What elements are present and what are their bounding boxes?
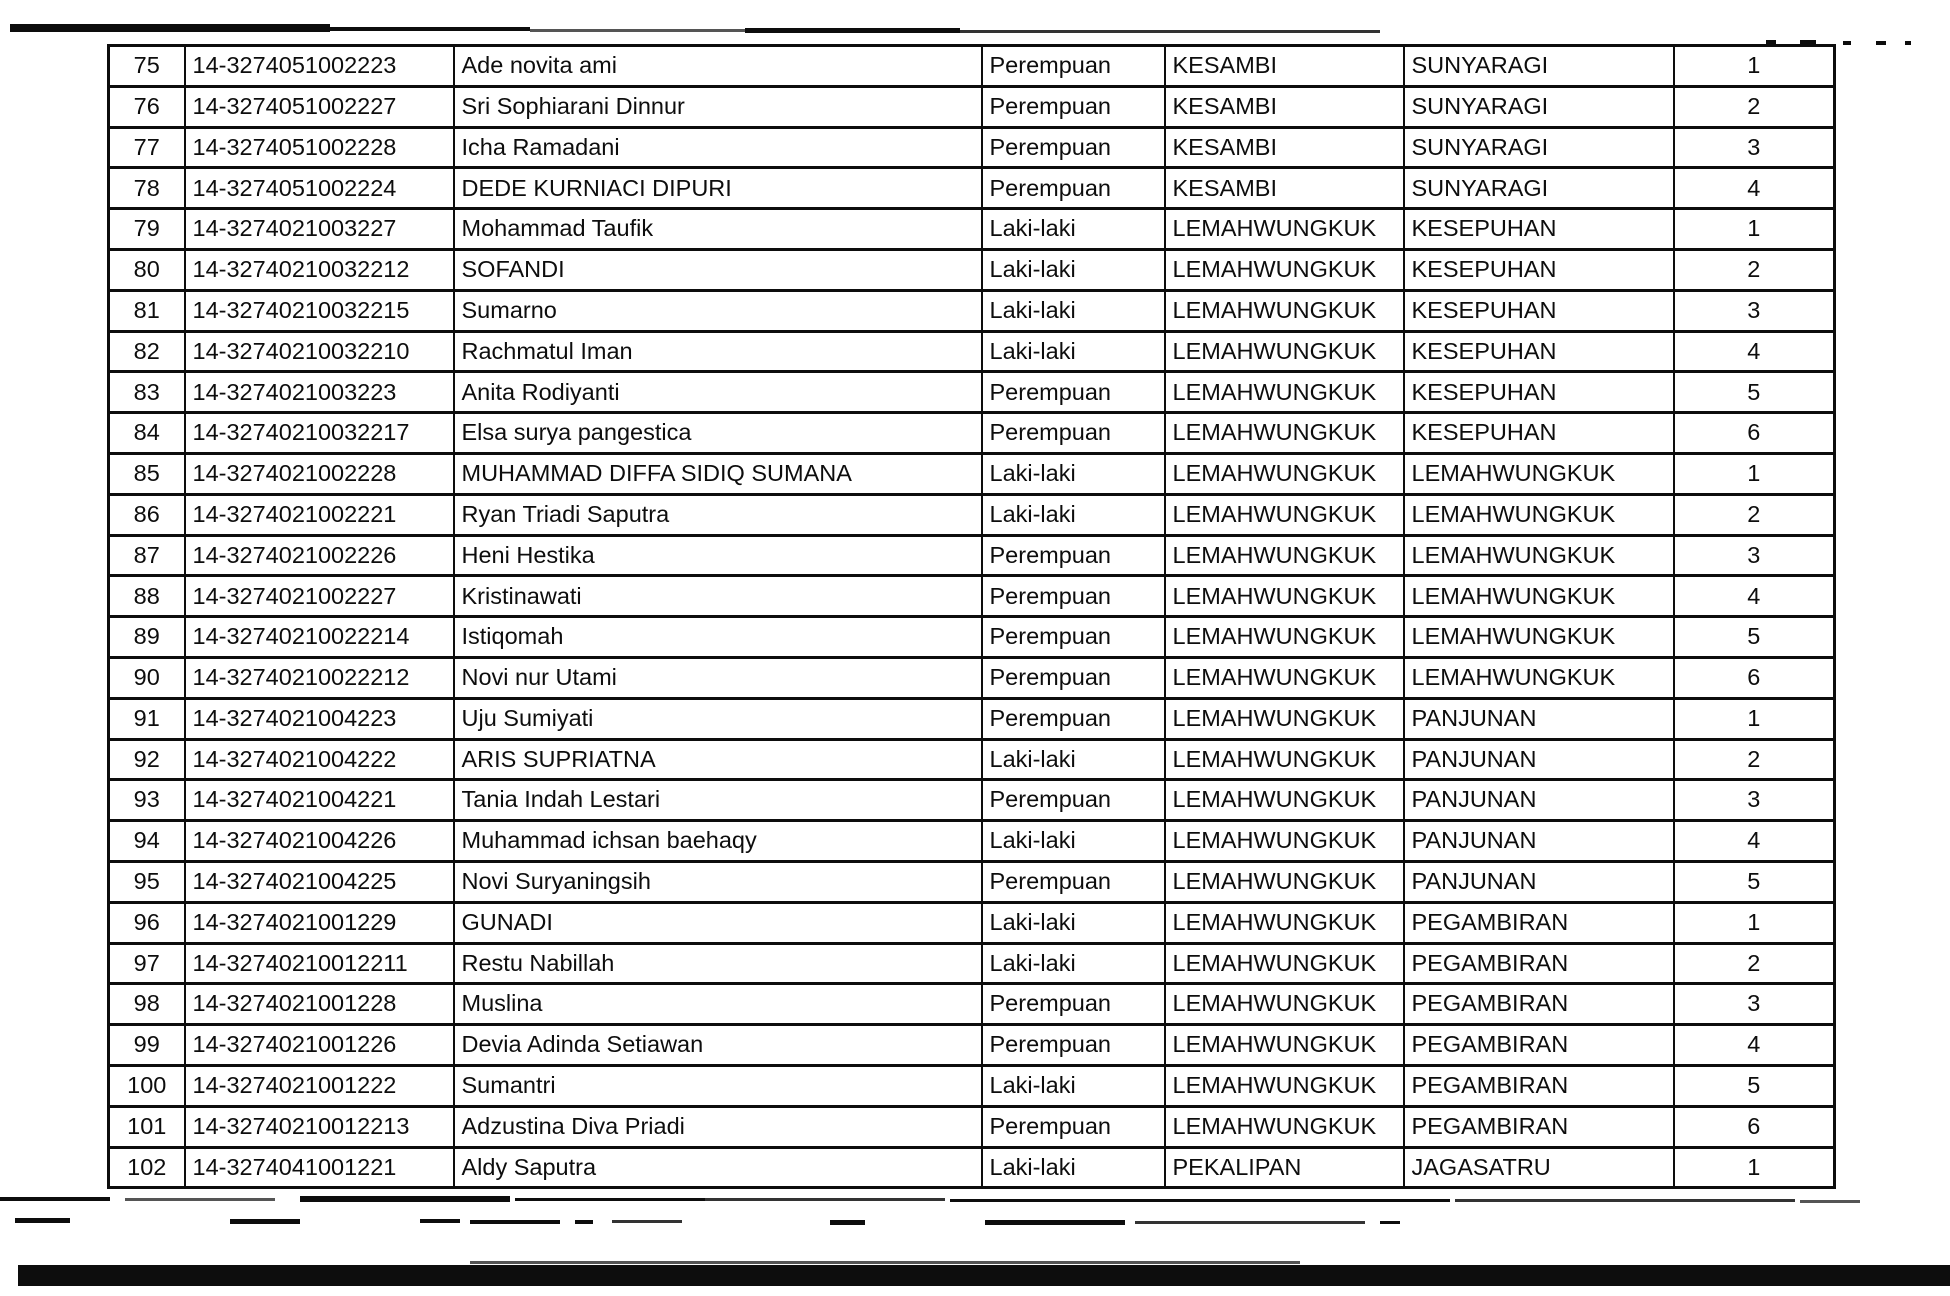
participant-id-cell: 14-32740210032217 [185, 413, 454, 454]
table-row [109, 290, 1835, 331]
subdistrict-cell: LEMAHWUNGKUK [1404, 657, 1674, 698]
name-cell: Muhammad ichsan baehaqy [454, 821, 982, 862]
gender-cell: Laki-laki [982, 902, 1165, 943]
name-cell: Anita Rodiyanti [454, 372, 982, 413]
group-sequence-cell: 2 [1674, 739, 1835, 780]
name-cell: Mohammad Taufik [454, 209, 982, 250]
row-number-cell: 94 [109, 821, 185, 862]
district-cell: LEMAHWUNGKUK [1165, 780, 1404, 821]
gender-cell: Perempuan [982, 780, 1165, 821]
scan-noise-top [1876, 41, 1886, 45]
roster-table-body [109, 46, 1835, 1188]
gender-cell: Perempuan [982, 576, 1165, 617]
gender-cell: Perempuan [982, 372, 1165, 413]
scan-noise-bottom-line [1800, 1200, 1860, 1203]
scan-noise-dash [1135, 1221, 1365, 1224]
group-sequence-cell: 2 [1674, 943, 1835, 984]
gender-cell: Perempuan [982, 1025, 1165, 1066]
participant-id-cell: 14-3274021004226 [185, 821, 454, 862]
subdistrict-cell: KESEPUHAN [1404, 209, 1674, 250]
participant-id-cell: 14-3274021003227 [185, 209, 454, 250]
scan-noise-top [1905, 41, 1911, 45]
gender-cell: Perempuan [982, 861, 1165, 902]
participant-id-cell: 14-3274021001229 [185, 902, 454, 943]
group-sequence-cell: 2 [1674, 494, 1835, 535]
district-cell: LEMAHWUNGKUK [1165, 209, 1404, 250]
scan-noise-dash [470, 1220, 560, 1224]
gender-cell: Perempuan [982, 617, 1165, 658]
row-number-cell: 97 [109, 943, 185, 984]
district-cell: LEMAHWUNGKUK [1165, 984, 1404, 1025]
district-cell: LEMAHWUNGKUK [1165, 861, 1404, 902]
subdistrict-cell: PANJUNAN [1404, 861, 1674, 902]
table-row [109, 453, 1835, 494]
gender-cell: Perempuan [982, 1106, 1165, 1147]
participant-id-cell: 14-3274021002228 [185, 453, 454, 494]
table-row [109, 1106, 1835, 1147]
scan-noise-dash [15, 1218, 70, 1223]
subdistrict-cell: PEGAMBIRAN [1404, 984, 1674, 1025]
name-cell: Aldy Saputra [454, 1147, 982, 1188]
row-number-cell: 79 [109, 209, 185, 250]
row-number-cell: 89 [109, 617, 185, 658]
scan-noise-bottom-line [0, 1197, 110, 1201]
gender-cell: Perempuan [982, 413, 1165, 454]
name-cell: Kristinawati [454, 576, 982, 617]
scan-noise-top [960, 30, 1380, 33]
row-number-cell: 81 [109, 290, 185, 331]
district-cell: LEMAHWUNGKUK [1165, 902, 1404, 943]
group-sequence-cell: 2 [1674, 86, 1835, 127]
subdistrict-cell: SUNYARAGI [1404, 46, 1674, 87]
row-number-cell: 77 [109, 127, 185, 168]
scan-noise-top [1843, 41, 1851, 45]
subdistrict-cell: SUNYARAGI [1404, 168, 1674, 209]
name-cell: Heni Hestika [454, 535, 982, 576]
subdistrict-cell: LEMAHWUNGKUK [1404, 617, 1674, 658]
row-number-cell: 75 [109, 46, 185, 87]
group-sequence-cell: 4 [1674, 168, 1835, 209]
subdistrict-cell: PEGAMBIRAN [1404, 1025, 1674, 1066]
scan-noise-bottom-line [950, 1199, 1450, 1202]
subdistrict-cell: PEGAMBIRAN [1404, 1106, 1674, 1147]
gender-cell: Laki-laki [982, 943, 1165, 984]
subdistrict-cell: KESEPUHAN [1404, 249, 1674, 290]
row-number-cell: 86 [109, 494, 185, 535]
table-row [109, 943, 1835, 984]
table-row [109, 861, 1835, 902]
name-cell: DEDE KURNIACI DIPURI [454, 168, 982, 209]
participant-id-cell: 14-3274051002224 [185, 168, 454, 209]
subdistrict-cell: KESEPUHAN [1404, 413, 1674, 454]
name-cell: Novi Suryaningsih [454, 861, 982, 902]
subdistrict-cell: JAGASATRU [1404, 1147, 1674, 1188]
gender-cell: Laki-laki [982, 249, 1165, 290]
gender-cell: Laki-laki [982, 331, 1165, 372]
subdistrict-cell: PEGAMBIRAN [1404, 1065, 1674, 1106]
participant-id-cell: 14-3274041001221 [185, 1147, 454, 1188]
group-sequence-cell: 3 [1674, 780, 1835, 821]
subdistrict-cell: KESEPUHAN [1404, 290, 1674, 331]
participant-id-cell: 14-3274051002228 [185, 127, 454, 168]
name-cell: Novi nur Utami [454, 657, 982, 698]
gender-cell: Laki-laki [982, 739, 1165, 780]
group-sequence-cell: 1 [1674, 698, 1835, 739]
name-cell: Devia Adinda Setiawan [454, 1025, 982, 1066]
name-cell: Sumarno [454, 290, 982, 331]
gender-cell: Laki-laki [982, 209, 1165, 250]
gender-cell: Perempuan [982, 535, 1165, 576]
participant-id-cell: 14-3274021003223 [185, 372, 454, 413]
district-cell: PEKALIPAN [1165, 1147, 1404, 1188]
participant-id-cell: 14-3274021004222 [185, 739, 454, 780]
row-number-cell: 82 [109, 331, 185, 372]
subdistrict-cell: PANJUNAN [1404, 780, 1674, 821]
district-cell: LEMAHWUNGKUK [1165, 576, 1404, 617]
row-number-cell: 100 [109, 1065, 185, 1106]
name-cell: Adzustina Diva Priadi [454, 1106, 982, 1147]
group-sequence-cell: 2 [1674, 249, 1835, 290]
scan-noise-dash [575, 1220, 593, 1224]
scan-noise-top [330, 27, 530, 31]
participant-id-cell: 14-32740210032212 [185, 249, 454, 290]
row-number-cell: 98 [109, 984, 185, 1025]
row-number-cell: 84 [109, 413, 185, 454]
scan-noise-dash [230, 1219, 300, 1224]
row-number-cell: 102 [109, 1147, 185, 1188]
participant-id-cell: 14-3274021001228 [185, 984, 454, 1025]
row-number-cell: 83 [109, 372, 185, 413]
table-row [109, 1147, 1835, 1188]
table-row [109, 984, 1835, 1025]
gender-cell: Perempuan [982, 46, 1165, 87]
name-cell: Ade novita ami [454, 46, 982, 87]
participant-id-cell: 14-3274021004225 [185, 861, 454, 902]
gender-cell: Perempuan [982, 984, 1165, 1025]
district-cell: KESAMBI [1165, 127, 1404, 168]
group-sequence-cell: 1 [1674, 46, 1835, 87]
table-row [109, 576, 1835, 617]
subdistrict-cell: PANJUNAN [1404, 821, 1674, 862]
district-cell: LEMAHWUNGKUK [1165, 249, 1404, 290]
row-number-cell: 92 [109, 739, 185, 780]
scan-noise-dash [612, 1220, 682, 1223]
gender-cell: Laki-laki [982, 1147, 1165, 1188]
gender-cell: Laki-laki [982, 821, 1165, 862]
district-cell: LEMAHWUNGKUK [1165, 331, 1404, 372]
name-cell: Restu Nabillah [454, 943, 982, 984]
participant-id-cell: 14-32740210012213 [185, 1106, 454, 1147]
name-cell: Istiqomah [454, 617, 982, 658]
gender-cell: Perempuan [982, 698, 1165, 739]
scan-noise-dash [830, 1220, 865, 1225]
subdistrict-cell: SUNYARAGI [1404, 127, 1674, 168]
name-cell: Icha Ramadani [454, 127, 982, 168]
table-row [109, 494, 1835, 535]
district-cell: KESAMBI [1165, 46, 1404, 87]
group-sequence-cell: 1 [1674, 453, 1835, 494]
group-sequence-cell: 4 [1674, 1025, 1835, 1066]
table-row [109, 249, 1835, 290]
scan-noise-bottom-line [125, 1198, 275, 1201]
name-cell: MUHAMMAD DIFFA SIDIQ SUMANA [454, 453, 982, 494]
district-cell: LEMAHWUNGKUK [1165, 1065, 1404, 1106]
subdistrict-cell: LEMAHWUNGKUK [1404, 535, 1674, 576]
district-cell: KESAMBI [1165, 168, 1404, 209]
district-cell: LEMAHWUNGKUK [1165, 698, 1404, 739]
name-cell: Ryan Triadi Saputra [454, 494, 982, 535]
district-cell: LEMAHWUNGKUK [1165, 453, 1404, 494]
subdistrict-cell: LEMAHWUNGKUK [1404, 494, 1674, 535]
table-row [109, 698, 1835, 739]
name-cell: Elsa surya pangestica [454, 413, 982, 454]
group-sequence-cell: 6 [1674, 413, 1835, 454]
table-row [109, 821, 1835, 862]
scan-noise-top [745, 28, 960, 33]
table-row [109, 739, 1835, 780]
group-sequence-cell: 5 [1674, 617, 1835, 658]
participant-id-cell: 14-3274021001222 [185, 1065, 454, 1106]
table-row [109, 209, 1835, 250]
row-number-cell: 95 [109, 861, 185, 902]
scan-noise-dash [985, 1220, 1125, 1225]
name-cell: GUNADI [454, 902, 982, 943]
name-cell: Muslina [454, 984, 982, 1025]
participant-id-cell: 14-3274051002223 [185, 46, 454, 87]
scan-noise-top [10, 24, 330, 32]
participant-id-cell: 14-3274051002227 [185, 86, 454, 127]
participant-id-cell: 14-3274021002221 [185, 494, 454, 535]
district-cell: KESAMBI [1165, 86, 1404, 127]
district-cell: LEMAHWUNGKUK [1165, 821, 1404, 862]
gender-cell: Laki-laki [982, 290, 1165, 331]
row-number-cell: 78 [109, 168, 185, 209]
group-sequence-cell: 5 [1674, 1065, 1835, 1106]
scan-noise-bottom-line [1455, 1199, 1795, 1202]
participant-id-cell: 14-32740210012211 [185, 943, 454, 984]
gender-cell: Perempuan [982, 86, 1165, 127]
participant-id-cell: 14-32740210022214 [185, 617, 454, 658]
gender-cell: Perempuan [982, 657, 1165, 698]
scan-noise-bottom-line [300, 1196, 510, 1202]
row-number-cell: 88 [109, 576, 185, 617]
row-number-cell: 85 [109, 453, 185, 494]
district-cell: LEMAHWUNGKUK [1165, 1106, 1404, 1147]
table-row [109, 372, 1835, 413]
name-cell: ARIS SUPRIATNA [454, 739, 982, 780]
name-cell: SOFANDI [454, 249, 982, 290]
participant-id-cell: 14-32740210032215 [185, 290, 454, 331]
scan-noise-dash [420, 1219, 460, 1223]
name-cell: Tania Indah Lestari [454, 780, 982, 821]
subdistrict-cell: PANJUNAN [1404, 698, 1674, 739]
subdistrict-cell: LEMAHWUNGKUK [1404, 453, 1674, 494]
group-sequence-cell: 3 [1674, 127, 1835, 168]
participant-id-cell: 14-32740210022212 [185, 657, 454, 698]
participant-id-cell: 14-3274021004223 [185, 698, 454, 739]
district-cell: LEMAHWUNGKUK [1165, 943, 1404, 984]
scan-noise-bar-shadow [470, 1261, 1300, 1264]
subdistrict-cell: KESEPUHAN [1404, 372, 1674, 413]
subdistrict-cell: PANJUNAN [1404, 739, 1674, 780]
table-row [109, 535, 1835, 576]
scan-noise-dash [1380, 1221, 1400, 1224]
group-sequence-cell: 3 [1674, 290, 1835, 331]
row-number-cell: 101 [109, 1106, 185, 1147]
district-cell: LEMAHWUNGKUK [1165, 617, 1404, 658]
district-cell: LEMAHWUNGKUK [1165, 535, 1404, 576]
group-sequence-cell: 1 [1674, 902, 1835, 943]
table-row [109, 46, 1835, 87]
name-cell: Uju Sumiyati [454, 698, 982, 739]
row-number-cell: 90 [109, 657, 185, 698]
subdistrict-cell: SUNYARAGI [1404, 86, 1674, 127]
district-cell: LEMAHWUNGKUK [1165, 1025, 1404, 1066]
table-row [109, 657, 1835, 698]
roster-table [107, 44, 1836, 1189]
participant-id-cell: 14-3274021004221 [185, 780, 454, 821]
row-number-cell: 76 [109, 86, 185, 127]
table-row [109, 902, 1835, 943]
district-cell: LEMAHWUNGKUK [1165, 739, 1404, 780]
row-number-cell: 96 [109, 902, 185, 943]
group-sequence-cell: 6 [1674, 1106, 1835, 1147]
subdistrict-cell: LEMAHWUNGKUK [1404, 576, 1674, 617]
subdistrict-cell: PEGAMBIRAN [1404, 902, 1674, 943]
district-cell: LEMAHWUNGKUK [1165, 372, 1404, 413]
scan-noise-bar [18, 1265, 1950, 1286]
group-sequence-cell: 5 [1674, 372, 1835, 413]
table-row [109, 168, 1835, 209]
table-row [109, 1025, 1835, 1066]
group-sequence-cell: 1 [1674, 209, 1835, 250]
name-cell: Rachmatul Iman [454, 331, 982, 372]
gender-cell: Perempuan [982, 127, 1165, 168]
table-row [109, 86, 1835, 127]
group-sequence-cell: 1 [1674, 1147, 1835, 1188]
group-sequence-cell: 6 [1674, 657, 1835, 698]
scan-noise-bottom-line [515, 1198, 705, 1201]
participant-id-cell: 14-32740210032210 [185, 331, 454, 372]
district-cell: LEMAHWUNGKUK [1165, 290, 1404, 331]
name-cell: Sri Sophiarani Dinnur [454, 86, 982, 127]
participant-id-cell: 14-3274021002226 [185, 535, 454, 576]
table-row [109, 127, 1835, 168]
participant-id-cell: 14-3274021002227 [185, 576, 454, 617]
group-sequence-cell: 4 [1674, 576, 1835, 617]
row-number-cell: 99 [109, 1025, 185, 1066]
scan-noise-bottom-line [705, 1198, 945, 1201]
scan-noise-top [530, 29, 745, 32]
group-sequence-cell: 4 [1674, 331, 1835, 372]
table-row [109, 1065, 1835, 1106]
subdistrict-cell: PEGAMBIRAN [1404, 943, 1674, 984]
group-sequence-cell: 5 [1674, 861, 1835, 902]
subdistrict-cell: KESEPUHAN [1404, 331, 1674, 372]
row-number-cell: 87 [109, 535, 185, 576]
table-row [109, 780, 1835, 821]
gender-cell: Perempuan [982, 168, 1165, 209]
district-cell: LEMAHWUNGKUK [1165, 657, 1404, 698]
gender-cell: Laki-laki [982, 494, 1165, 535]
row-number-cell: 93 [109, 780, 185, 821]
table-row [109, 413, 1835, 454]
gender-cell: Laki-laki [982, 1065, 1165, 1106]
table-row [109, 331, 1835, 372]
gender-cell: Laki-laki [982, 453, 1165, 494]
row-number-cell: 80 [109, 249, 185, 290]
group-sequence-cell: 3 [1674, 984, 1835, 1025]
table-row [109, 617, 1835, 658]
group-sequence-cell: 4 [1674, 821, 1835, 862]
participant-id-cell: 14-3274021001226 [185, 1025, 454, 1066]
district-cell: LEMAHWUNGKUK [1165, 494, 1404, 535]
district-cell: LEMAHWUNGKUK [1165, 413, 1404, 454]
name-cell: Sumantri [454, 1065, 982, 1106]
group-sequence-cell: 3 [1674, 535, 1835, 576]
row-number-cell: 91 [109, 698, 185, 739]
